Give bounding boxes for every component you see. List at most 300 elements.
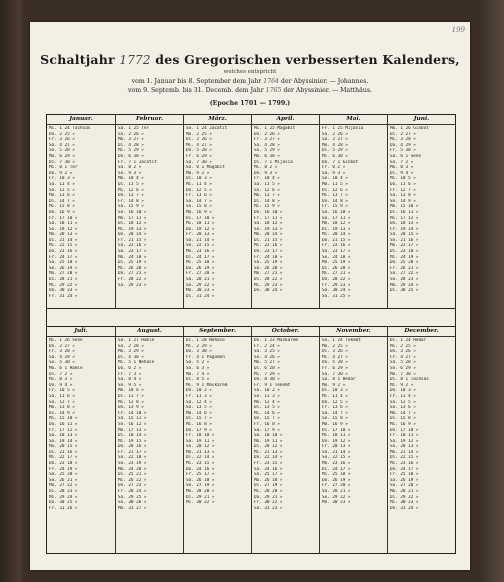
day-row: Mo. 19 11 » xyxy=(254,438,283,444)
day-row: Di. 29 22 » xyxy=(390,494,419,500)
day-row: Mi. 8 2 » xyxy=(254,165,278,171)
month-column xyxy=(251,327,319,554)
day-row: Fr. 20 13 » xyxy=(322,444,351,450)
day-row: Di. 18 14 » xyxy=(118,433,147,439)
month-header: Juni. xyxy=(388,115,455,125)
day-row: So. 26 19 » xyxy=(49,265,78,271)
day-row: Do. 30 23 » xyxy=(49,288,78,294)
day-row: Fr. 13 6 » xyxy=(322,405,348,411)
day-row: So. 5 28 » xyxy=(49,148,75,154)
day-row: Fr. 28 22 » xyxy=(118,277,147,283)
day-row: Do. 2 26 » xyxy=(254,131,280,137)
day-row: Do. 23 18 » xyxy=(49,461,78,467)
day-row: Mo. 4 28 » xyxy=(322,142,348,148)
day-row: Fr. 17 12 » xyxy=(49,427,78,433)
day-row: Do. 14 8 » xyxy=(322,198,348,204)
day-row: Mi. 12 8 » xyxy=(118,399,144,405)
title-prefix: Schaltjahr xyxy=(40,52,115,67)
day-row: Sa. 12 5 » xyxy=(390,399,416,405)
calendar-second-half xyxy=(47,326,455,554)
day-row: Di. 25 19 » xyxy=(118,260,147,266)
day-row: So. 27 20 » xyxy=(390,483,419,489)
equivalence-1-year: 1764 xyxy=(263,78,279,85)
day-row: Di. 7 30 » xyxy=(49,159,75,165)
day-row: Mi. 16 8 » xyxy=(186,421,212,427)
day-row: Di. 24 17 » xyxy=(322,466,351,472)
day-row: Fr. 7 1 Jacatit xyxy=(118,159,157,165)
day-row: Mo. 6 30 » xyxy=(254,153,280,159)
day-row: Mo. 3 29 » xyxy=(118,349,144,355)
month-days xyxy=(252,337,319,511)
day-row: Mo. 16 9 » xyxy=(186,209,212,215)
day-row: Do. 10 2 » xyxy=(186,388,212,394)
day-row: So. 4 26 » xyxy=(254,354,280,360)
day-row: Sa. 8 4 » xyxy=(118,377,142,383)
day-row: Mo. 18 12 » xyxy=(322,221,351,227)
day-row: Fr. 16 8 » xyxy=(254,421,280,427)
day-row: Fr. 10 5 » xyxy=(49,388,75,394)
day-row: Mi. 1 25 Magabit xyxy=(254,126,296,131)
day-row: So. 11 3 » xyxy=(254,393,280,399)
day-row: Mo. 10 6 » xyxy=(118,388,144,394)
day-row: Sa. 26 18 » xyxy=(186,477,215,483)
day-row: Sa. 3 25 » xyxy=(254,349,280,355)
day-row: Di. 17 10 » xyxy=(322,427,351,433)
day-row: Do. 13 7 » xyxy=(118,193,144,199)
day-row: Do. 31 24 » xyxy=(390,505,419,511)
day-row: Mo. 30 23 » xyxy=(186,288,215,294)
day-row: So. 13 6 » xyxy=(390,405,416,411)
day-row: Do. 27 21 » xyxy=(118,271,147,277)
day-row: Mi. 29 23 » xyxy=(254,282,283,288)
day-row: Fr. 9 1 Tekemt xyxy=(254,382,291,388)
equivalence-1-post: der Abyssinier. — Johannes. xyxy=(280,78,369,85)
day-row: Mo. 29 24 » xyxy=(390,282,419,288)
day-row: Mi. 14 6 » xyxy=(254,410,280,416)
page-number: 199 xyxy=(451,26,465,34)
day-row: So. 31 25 » xyxy=(322,293,351,299)
day-row: Mo. 10 4 » xyxy=(118,176,144,182)
month-days xyxy=(388,125,455,294)
day-row: Do. 23 17 » xyxy=(254,249,283,255)
day-row: Mo. 25 19 » xyxy=(322,260,351,266)
day-row: Mi. 15 8 » xyxy=(49,204,75,210)
day-row: Do. 28 22 » xyxy=(322,277,351,283)
day-row: Mi. 22 15 » xyxy=(49,243,78,249)
day-row: Fr. 1 25 Mijasia xyxy=(322,126,364,131)
day-row: So. 26 21 » xyxy=(49,477,78,483)
month-header: August. xyxy=(116,327,183,337)
day-row: Mi. 5 1 Nehase xyxy=(118,360,155,366)
day-row: Di. 28 22 » xyxy=(254,277,283,283)
day-row: Sa. 1 27 Hamle xyxy=(118,338,155,343)
day-row: Sa. 22 16 » xyxy=(118,243,147,249)
day-row: Di. 4 30 » xyxy=(118,354,144,360)
day-row: Fr. 11 3 » xyxy=(186,393,212,399)
day-row: So. 12 6 » xyxy=(254,187,280,193)
day-row: Mi. 15 10 » xyxy=(49,416,78,422)
day-row: Mi. 2 25 » xyxy=(390,343,416,349)
day-row: Di. 14 9 » xyxy=(49,410,75,416)
day-row: Fr. 27 20 » xyxy=(322,483,351,489)
day-row: Di. 11 7 » xyxy=(118,393,144,399)
day-row: Do. 19 12 » xyxy=(186,226,215,232)
day-row: Do. 10 3 » xyxy=(390,388,416,394)
month-column xyxy=(251,115,319,308)
day-row: Sa. 4 28 » xyxy=(254,142,280,148)
day-row: Fr. 26 21 » xyxy=(390,265,419,271)
day-row: So. 3 27 » xyxy=(322,137,348,143)
day-row: So. 6 29 » xyxy=(390,365,416,371)
day-row: Mi. 27 21 » xyxy=(322,271,351,277)
month-column xyxy=(319,327,387,554)
day-row: Fr. 19 14 » xyxy=(390,226,419,232)
day-row: Fr. 25 18 » xyxy=(390,472,419,478)
day-row: Mi. 22 16 » xyxy=(254,243,283,249)
day-row: Mi. 17 12 » xyxy=(390,215,419,221)
day-row: Di. 10 3 » xyxy=(186,176,212,182)
day-row: Fr. 3 26 » xyxy=(49,137,75,143)
day-row: Do. 17 9 » xyxy=(186,427,212,433)
day-row: Do. 8 30 » xyxy=(254,377,280,383)
day-row: Sa. 17 9 » xyxy=(254,427,280,433)
day-row: So. 22 15 » xyxy=(322,455,351,461)
calendar-first-half xyxy=(47,115,455,309)
day-row: Di. 31 24 » xyxy=(186,293,215,299)
day-row: Mo. 20 14 » xyxy=(254,232,283,238)
day-row: So. 29 22 » xyxy=(186,282,215,288)
day-row: Fr. 17 10 » xyxy=(49,215,78,221)
day-row: Do. 21 15 » xyxy=(322,237,351,243)
day-row: Di. 8 5 » xyxy=(186,377,210,383)
day-row: Di. 17 10 » xyxy=(186,215,215,221)
day-row: Mo. 14 7 » xyxy=(390,410,416,416)
equivalence-2-post: der Abyssinier. — Matthäus. xyxy=(283,87,372,94)
day-row: Fr. 18 11 » xyxy=(390,433,419,439)
day-row: Mo. 30 23 » xyxy=(322,500,351,506)
day-row: Mo. 26 18 » xyxy=(254,477,283,483)
month-header: November. xyxy=(320,327,387,337)
day-row: Fr. 18 10 » xyxy=(186,433,215,439)
day-row: Mo. 27 22 » xyxy=(49,483,78,489)
day-row: Sa. 22 18 » xyxy=(118,455,147,461)
day-row: Do. 3 30 » xyxy=(186,349,212,355)
day-row: Di. 25 21 » xyxy=(118,472,147,478)
day-row: Mi. 6 30 » xyxy=(322,153,348,159)
day-row: Fr. 3 28 » xyxy=(49,349,75,355)
day-row: Mi. 29 22 » xyxy=(49,282,78,288)
day-row: Mo. 28 20 » xyxy=(186,489,215,495)
day-row: Sa. 13 8 » xyxy=(390,193,416,199)
day-row: Di. 22 15 » xyxy=(390,455,419,461)
month-header: Mai. xyxy=(320,115,387,125)
day-row: Do. 20 14 » xyxy=(118,232,147,238)
day-row: Di. 9 4 » xyxy=(390,170,414,176)
day-row: So. 19 13 » xyxy=(254,226,283,232)
day-row: Do. 19 12 » xyxy=(322,438,351,444)
day-row: Sa. 19 12 » xyxy=(390,438,419,444)
day-row: Mo. 16 9 » xyxy=(322,421,348,427)
day-row: Di. 14 7 » xyxy=(49,198,75,204)
day-row: Do. 26 19 » xyxy=(186,265,215,271)
day-row: Mi. 25 18 » xyxy=(186,260,215,266)
month-header: October. xyxy=(252,327,319,337)
day-row: So. 6 3 » xyxy=(186,365,210,371)
equivalence-2-pre: vom 9. Septemb. bis 31. Decemb. dem Jahr xyxy=(128,87,264,94)
day-row: Do. 27 23 » xyxy=(118,483,147,489)
day-row: Di. 6 28 » xyxy=(254,365,280,371)
day-row: Mo. 20 13 » xyxy=(49,232,78,238)
day-row: Do. 6 2 » xyxy=(118,365,142,371)
day-row: Mi. 24 19 » xyxy=(390,254,419,260)
day-row: Mi. 11 4 » xyxy=(186,181,212,187)
month-days xyxy=(47,337,115,511)
day-row: Mi. 5 29 » xyxy=(118,148,144,154)
day-row: So. 15 8 » xyxy=(322,416,348,422)
title-suffix: des Gregorischen verbesserten Kalenders, xyxy=(155,52,460,67)
day-row: Mi. 20 14 » xyxy=(322,232,351,238)
day-row: Fr. 7 3 » xyxy=(118,371,142,377)
day-row: Do. 5 28 » xyxy=(322,360,348,366)
day-row: Do. 16 11 » xyxy=(49,421,78,427)
day-row: Sa. 15 11 » xyxy=(118,416,147,422)
day-row: So. 10 4 » xyxy=(322,176,348,182)
day-row: Fr. 27 20 » xyxy=(186,271,215,277)
month-column xyxy=(387,327,455,554)
day-row: So. 19 14 » xyxy=(49,438,78,444)
day-row: Mi. 16 9 » xyxy=(390,421,416,427)
day-row: Di. 29 21 » xyxy=(186,494,215,500)
month-column xyxy=(319,115,387,308)
day-row: Mi. 8 1 Ter xyxy=(49,165,78,171)
day-row: Fr. 28 24 » xyxy=(118,489,147,495)
day-row: Do. 20 16 » xyxy=(118,444,147,450)
day-row: Do. 15 7 » xyxy=(254,416,280,422)
day-row: Mi. 25 18 » xyxy=(322,472,351,478)
equivalence-2-year: 1765 xyxy=(265,87,282,94)
day-row: Fr. 8 2 » xyxy=(322,165,346,171)
day-row: Di. 26 20 » xyxy=(322,265,351,271)
day-row: Do. 30 25 » xyxy=(49,500,78,506)
day-row: Mi. 18 11 » xyxy=(186,221,215,227)
day-row: Fr. 14 10 » xyxy=(118,410,147,416)
month-days xyxy=(320,125,387,299)
day-row: Mi. 26 22 » xyxy=(118,477,147,483)
day-row: So. 7 2 » xyxy=(390,159,414,165)
day-row: So. 14 9 » xyxy=(390,198,416,204)
day-row: Mi. 10 5 » xyxy=(390,176,416,182)
subtitle: welches entspricht xyxy=(223,69,277,75)
day-row: Fr. 23 15 » xyxy=(254,461,283,467)
month-header: April. xyxy=(252,115,319,125)
day-row: Do. 9 3 » xyxy=(254,170,278,176)
day-row: So. 25 17 » xyxy=(254,472,283,478)
day-row: Do. 6 30 » xyxy=(118,153,144,159)
day-row: Do. 9 2 » xyxy=(49,170,73,176)
day-row: Do. 12 5 » xyxy=(322,399,348,405)
day-row: Fr. 21 17 » xyxy=(118,449,147,455)
month-days xyxy=(320,337,387,506)
day-row: Mo. 17 13 » xyxy=(118,427,147,433)
day-row: Sa. 25 18 » xyxy=(49,260,78,266)
day-row: Sa. 2 26 » xyxy=(322,131,348,137)
month-column xyxy=(115,327,183,554)
day-row: Mo. 24 18 » xyxy=(118,254,147,260)
day-row: Sa. 25 19 » xyxy=(254,260,283,266)
day-row: Mo. 14 6 » xyxy=(186,410,212,416)
day-row: Fr. 2 24 » xyxy=(254,343,280,349)
day-row: Mo. 15 10 » xyxy=(390,204,419,210)
day-row: Di. 3 26 » xyxy=(322,349,348,355)
day-row: Do. 23 16 » xyxy=(49,249,78,255)
day-row: So. 19 12 » xyxy=(49,226,78,232)
month-column xyxy=(47,327,115,554)
day-row: Mi. 3 28 » xyxy=(390,137,416,143)
day-row: Mo. 7 4 » xyxy=(186,371,210,377)
month-days xyxy=(184,125,251,299)
day-row: Fr. 4 1 Pagumen xyxy=(186,354,225,360)
day-row: Fr. 22 16 » xyxy=(322,243,351,249)
day-row: Mi. 8 3 » xyxy=(49,377,73,383)
day-row: Fr. 12 7 » xyxy=(390,187,416,193)
day-row: Di. 5 29 » xyxy=(322,148,348,154)
day-row: Mo. 23 16 » xyxy=(322,461,351,467)
day-row: Sa. 19 11 » xyxy=(186,438,215,444)
day-row: Mi. 30 22 » xyxy=(186,500,215,506)
day-row: Sa. 18 11 » xyxy=(49,221,78,227)
day-row: Do. 22 14 » xyxy=(254,455,283,461)
day-row: Mo. 13 6 » xyxy=(49,193,75,199)
day-row: Mi. 4 27 » xyxy=(322,354,348,360)
day-row: Di. 21 16 » xyxy=(49,449,78,455)
day-row: Di. 7 1 Mijasia xyxy=(254,159,293,165)
day-row: Mo. 5 27 » xyxy=(254,360,280,366)
day-row: So. 12 7 » xyxy=(49,399,75,405)
day-row: Sa. 11 5 » xyxy=(254,181,280,187)
day-row: Di. 8 1 Tachsas xyxy=(390,377,429,383)
day-row: Sa. 30 24 » xyxy=(322,288,351,294)
day-row: So. 21 16 » xyxy=(390,237,419,243)
day-row: Mo. 24 20 » xyxy=(118,466,147,472)
day-row: Sa. 7 30 » xyxy=(322,371,348,377)
day-row: Di. 28 23 » xyxy=(49,489,78,495)
day-row: Sa. 6 1 Sene xyxy=(390,153,422,159)
day-row: Mo. 31 27 » xyxy=(118,505,147,511)
day-row: So. 2 26 » xyxy=(118,131,144,137)
day-row: Fr. 5 30 » xyxy=(390,148,416,154)
day-row: Sa. 5 28 » xyxy=(390,360,416,366)
day-row: Mi. 15 9 » xyxy=(254,204,280,210)
day-row: Sa. 7 30 » xyxy=(186,159,212,165)
month-column xyxy=(115,115,183,308)
day-row: Mo. 7 30 » xyxy=(390,371,416,377)
day-row: Di. 2 27 » xyxy=(390,131,416,137)
equivalence-line-2 xyxy=(30,87,470,94)
day-row: Mi. 1 26 Sene xyxy=(49,338,83,343)
day-row: Sa. 23 17 » xyxy=(322,249,351,255)
day-row: So. 17 11 » xyxy=(322,215,351,221)
day-row: Fr. 4 27 » xyxy=(390,354,416,360)
day-row: So. 27 19 » xyxy=(186,483,215,489)
equivalence-line-1 xyxy=(30,78,470,85)
day-row: Mi. 21 13 » xyxy=(254,449,283,455)
day-row: Do. 24 16 » xyxy=(186,466,215,472)
day-row: Di. 11 5 » xyxy=(118,181,144,187)
day-row: Mi. 9 2 » xyxy=(390,382,414,388)
day-row: Sa. 28 21 » xyxy=(322,489,351,495)
day-row: Di. 21 14 » xyxy=(49,237,78,243)
day-row: So. 13 5 » xyxy=(186,405,212,411)
day-row: Fr. 13 6 » xyxy=(186,193,212,199)
month-header: März. xyxy=(184,115,251,125)
day-row: Mo. 9 2 » xyxy=(322,382,346,388)
day-row: Mo. 6 29 » xyxy=(49,153,75,159)
day-row: Di. 10 3 » xyxy=(322,388,348,394)
day-row: Mi. 22 17 » xyxy=(49,455,78,461)
day-row: Di. 15 8 » xyxy=(390,416,416,422)
day-row: So. 29 22 » xyxy=(322,494,351,500)
day-row: Do. 30 24 » xyxy=(254,288,283,294)
day-row: Sa. 15 9 » xyxy=(118,204,144,210)
day-row: Di. 24 17 » xyxy=(186,254,215,260)
day-row: Fr. 10 3 » xyxy=(49,176,75,182)
day-row: Sa. 18 13 » xyxy=(49,433,78,439)
day-row: Sa. 29 23 » xyxy=(118,282,147,288)
equivalence-1-pre: vom 1. Januar bis 8. September dem Jahr xyxy=(131,78,262,85)
book-page xyxy=(30,22,470,570)
day-row: Di. 19 13 » xyxy=(322,226,351,232)
day-row: Di. 23 18 » xyxy=(390,249,419,255)
day-row: Mo. 17 11 » xyxy=(118,215,147,221)
day-row: Di. 28 21 » xyxy=(49,277,78,283)
day-row: Do. 12 5 » xyxy=(186,187,212,193)
day-row: Di. 1 24 Hedar xyxy=(390,338,427,343)
day-row: Fr. 25 17 » xyxy=(186,472,215,478)
day-row: Sa. 29 25 » xyxy=(118,494,147,500)
day-row: Mi. 26 20 » xyxy=(118,265,147,271)
day-row: Do. 24 17 » xyxy=(390,466,419,472)
day-row: Sa. 8 2 » xyxy=(118,165,142,171)
day-row: So. 20 13 » xyxy=(390,444,419,450)
day-row: Mo. 23 16 » xyxy=(186,249,215,255)
day-row: Di. 14 8 » xyxy=(254,198,280,204)
day-row: Sa. 14 7 » xyxy=(322,410,348,416)
day-row: Di. 22 14 » xyxy=(186,455,215,461)
month-column xyxy=(387,115,455,308)
day-row: So. 18 10 » xyxy=(254,433,283,439)
title-year-handwritten: 1772 xyxy=(119,53,151,67)
day-row: Mo. 22 17 » xyxy=(390,243,419,249)
day-row: Sa. 5 2 » xyxy=(186,360,210,366)
epoch-label: (Epoche 1701 — 1799.) xyxy=(209,100,291,107)
month-days xyxy=(388,337,455,511)
day-row: Di. 20 12 » xyxy=(254,444,283,450)
day-row: Sa. 18 12 » xyxy=(254,221,283,227)
day-row: Mo. 12 4 » xyxy=(254,399,280,405)
day-row: Sa. 24 16 » xyxy=(254,466,283,472)
day-row: Sa. 21 14 » xyxy=(186,237,215,243)
day-row: So. 24 18 » xyxy=(322,254,351,260)
day-row: Mo. 6 1 Hamle xyxy=(49,365,83,371)
day-row: Mo. 13 7 » xyxy=(254,193,280,199)
day-row: Mi. 18 11 » xyxy=(322,433,351,439)
day-row: Sa. 11 6 » xyxy=(49,393,75,399)
day-row: Do. 25 20 » xyxy=(390,260,419,266)
day-row: So. 5 29 » xyxy=(254,148,280,154)
day-row: Do. 11 6 » xyxy=(390,181,416,187)
day-row: Di. 3 26 » xyxy=(186,137,212,143)
day-row: Mi. 28 20 » xyxy=(254,489,283,495)
